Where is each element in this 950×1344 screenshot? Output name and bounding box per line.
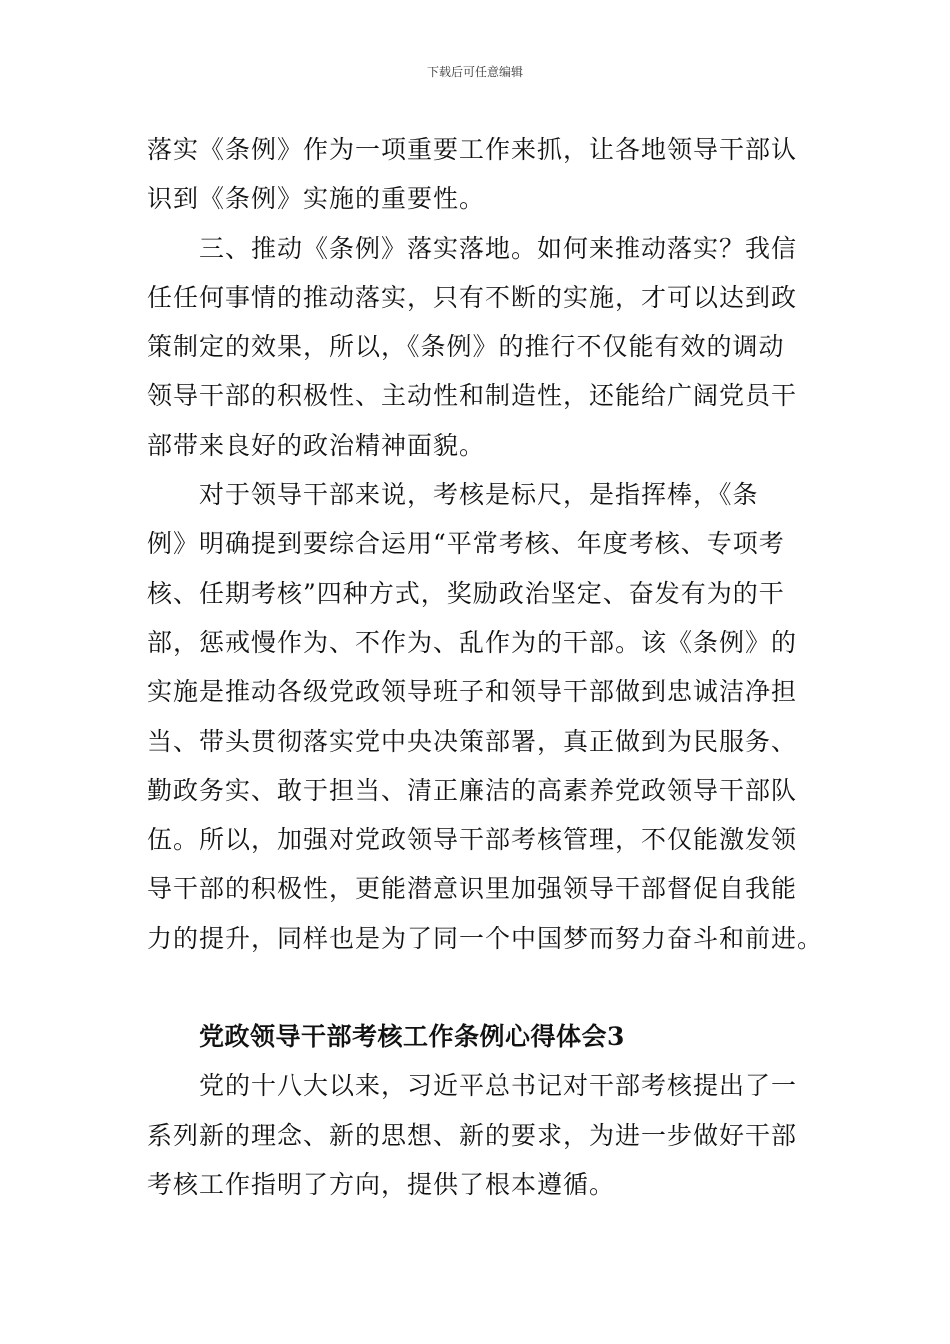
page-header: 下载后可任意编辑	[426, 65, 523, 79]
text-line: 伍。所以，加强对党政领导干部考核管理，不仅能激发领	[147, 825, 798, 855]
text-line: 勤政务实、敢于担当、清正廉洁的高素养党政领导干部队	[147, 775, 798, 805]
document-body	[147, 125, 824, 1209]
text-line: 策制定的效果，所以，《条例》的推行不仅能有效的调动	[147, 332, 785, 362]
paragraph-4	[147, 1061, 807, 1209]
paragraph-1	[147, 125, 807, 224]
text-line: 考核工作指明了方向，提供了根本遵循。	[147, 1169, 616, 1199]
text-line: 党的十八大以来，习近平总书记对干部考核提出了一	[199, 1071, 798, 1101]
text-line: 系列新的理念、新的思想、新的要求，为进一步做好干部	[147, 1120, 798, 1150]
text-line: 导干部的积极性，更能潜意识里加强领导干部督促自我能	[147, 874, 798, 904]
text-line: 任任何事情的推动落实，只有不断的实施，才可以达到政	[147, 282, 798, 312]
text-line: 力的提升，同样也是为了同一个中国梦而努力奋斗和前进。	[147, 923, 824, 953]
text-line: 例》明确提到要综合运用“平常考核、年度考核、专项考	[147, 529, 785, 559]
text-line: 当、带头贯彻落实党中央决策部署，真正做到为民服务、	[147, 726, 798, 756]
text-line: 核、任期考核”四种方式，奖励政治坚定、奋发有为的干	[147, 578, 785, 608]
text-line: 落实《条例》作为一项重要工作来抓，让各地领导干部认	[147, 135, 798, 164]
paragraph-2	[147, 224, 807, 470]
text-line: 部，惩戒慢作为、不作为、乱作为的干部。该《条例》的	[147, 627, 798, 657]
text-line: 部带来良好的政治精神面貌。	[147, 430, 486, 460]
text-line: 对于领导干部来说，考核是标尺，是指挥棒，《条	[199, 480, 759, 510]
paragraph-3	[147, 470, 824, 963]
section-title: 党政领导干部考核工作条例心得体会3	[199, 1022, 625, 1052]
text-line: 三、推动《条例》落实落地。如何来推动落实？我信	[199, 233, 798, 263]
text-line: 领导干部的积极性、主动性和制造性，还能给广阔党员干	[147, 381, 798, 411]
text-line: 实施是推动各级党政领导班子和领导干部做到忠诚洁净担	[147, 677, 798, 707]
text-line: 识到《条例》实施的重要性。	[147, 184, 486, 214]
